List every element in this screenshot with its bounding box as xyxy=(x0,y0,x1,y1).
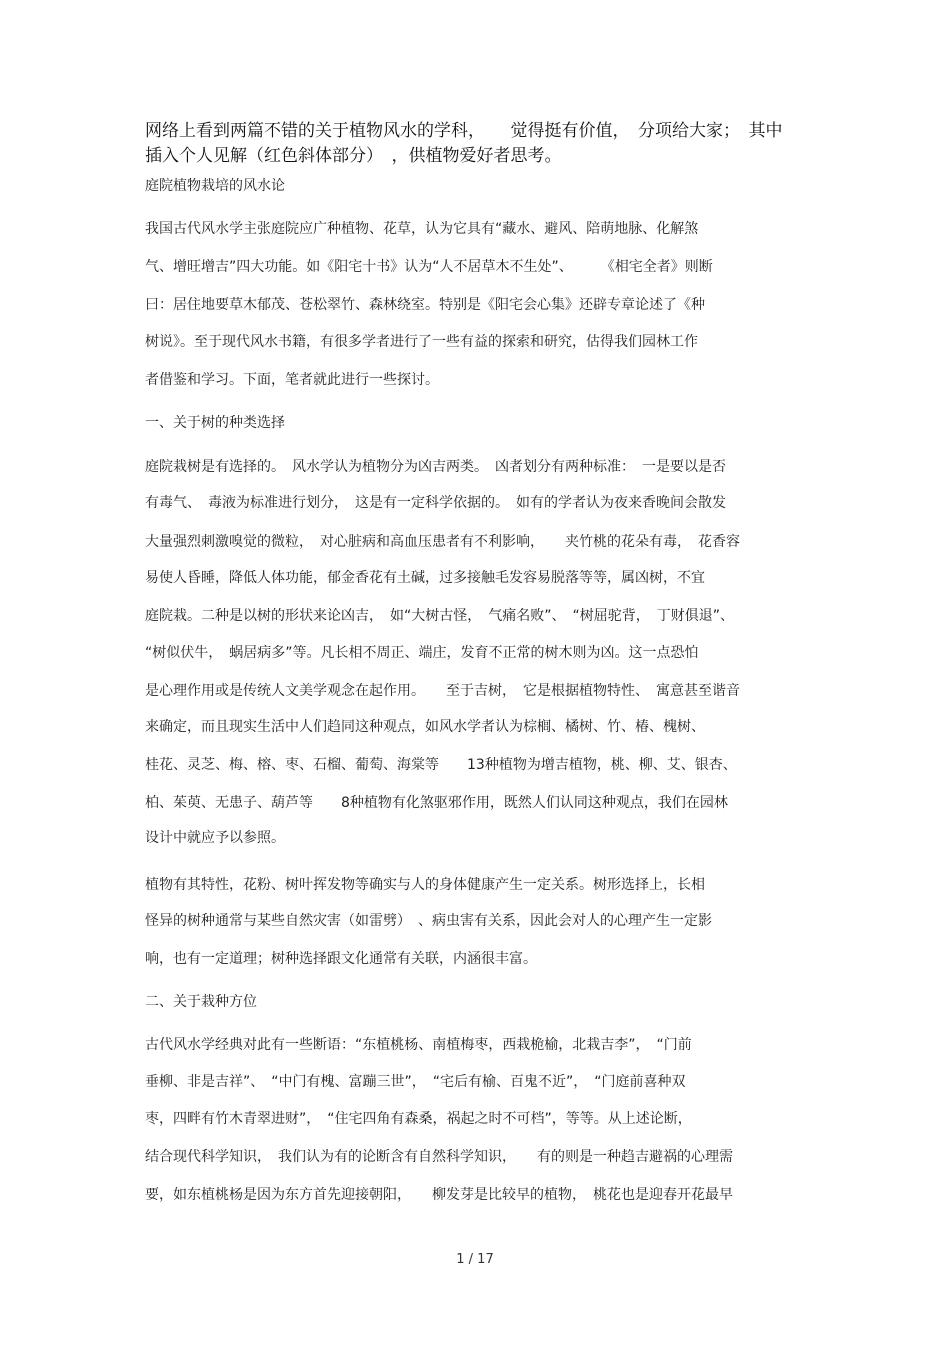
paragraph-line: 桂花、灵芝、梅、榕、枣、石榴、葡萄、海棠等 13种植物为增吉植物，桃、柳、艾、银杏、 xyxy=(145,757,737,773)
paragraph-line: 有毒气、 毒液为标准进行划分， 这是有一定科学依据的。 如有的学者认为夜来香晚间会散发 xyxy=(145,495,726,511)
intro-line-1: 网络上看到两篇不错的关于植物风水的学科， 觉得挺有价值， 分项给大家； 其中 xyxy=(145,121,783,141)
section-heading-2: 二、关于栽种方位 xyxy=(145,994,257,1010)
paragraph-line: 气、增旺增吉”四大功能。如《阳宅十书》认为“人不居草木不生处”、 《相宅全者》则断 xyxy=(145,259,713,275)
page-number: 1 / 17 xyxy=(456,1252,494,1267)
paragraph-line: 要，如东植桃杨是因为东方首先迎接朝阳， 柳发芽是比较早的植物， 桃花也是迎春开花最早 xyxy=(145,1187,733,1203)
paragraph-line: 枣，四畔有竹木青翠进财”， “住宅四角有森桑，祸起之时不可档”，等等。从上述论断， xyxy=(145,1111,692,1127)
paragraph-line: 者借鉴和学习。下面，笔者就此进行一些探讨。 xyxy=(145,372,439,388)
paragraph-line: 大量强烈刺激嗅觉的微粒， 对心脏病和高血压患者有不利影响， 夹竹桃的花朵有毒， 花香容 xyxy=(145,534,740,550)
paragraph-line: 我国古代风水学主张庭院应广种植物、花草，认为它具有“藏水、避风、陪萌地脉、化解煞 xyxy=(145,221,699,237)
paragraph-line: 古代风水学经典对此有一些断语：“东植桃杨、南植梅枣，西栽桅榆，北栽吉李”， “门前 xyxy=(145,1037,692,1053)
paragraph-line: “树似伏牛， 蜗居病多”等。凡长相不周正、端庄，发育不正常的树木则为凶。这一点恐怕 xyxy=(145,645,699,661)
paragraph-line: 是心理作用或是传统人文美学观念在起作用。 至于吉树， 它是根据植物特性、 寓意甚至谐音 xyxy=(145,683,740,699)
intro-line-2: 插入个人见解（红色斜体部分） ，供植物爱好者思考。 xyxy=(145,146,562,166)
paragraph-line: 树说》。至于现代风水书籍，有很多学者进行了一些有益的探索和研究，估得我们园林工作 xyxy=(145,334,698,350)
paragraph-line: 怪异的树种通常与某些自然灾害（如雷劈） 、病虫害有关系，因此会对人的心理产生一定影 xyxy=(145,913,712,929)
paragraph-line: 曰：居住地要草木郁茂、苍松翠竹、森林绕室。特别是《阳宅会心集》还辟专章论述了《种 xyxy=(145,297,705,313)
section-heading-1: 一、关于树的种类选择 xyxy=(145,415,285,431)
paragraph-line: 垂柳、非是吉祥”、 “中门有槐、富蹦三世”， “宅后有榆、百鬼不近”， “门庭前喜种双 xyxy=(145,1074,686,1090)
paragraph-line: 设计中就应予以参照。 xyxy=(145,830,285,846)
paragraph-line: 庭院栽。二种是以树的形状来论凶吉， 如“大树古怪， 气痛名败”、 “树屈驼背， 丁财俱退”、 xyxy=(145,608,735,624)
paragraph-line: 易使人昏睡，降低人体功能，郁金香花有土碱，过多接触毛发容易脱落等等，属凶树，不宜 xyxy=(145,570,705,586)
paragraph-line: 庭院栽树是有选择的。 风水学认为植物分为凶吉两类。 凶者划分有两种标准： 一是要以是否 xyxy=(145,459,726,475)
paragraph-line: 响，也有一定道理；树种选择跟文化通常有关联，内涵很丰富。 xyxy=(145,951,537,967)
article-title: 庭院植物栽培的风水论 xyxy=(145,178,285,194)
paragraph-line: 植物有其特性，花粉、树叶挥发物等确实与人的身体健康产生一定关系。树形选择上，长相 xyxy=(145,877,705,893)
paragraph-line: 来确定，而且现实生活中人们趋同这种观点，如风水学者认为棕榈、橘树、竹、椿、槐树、 xyxy=(145,719,705,735)
paragraph-line: 柏、茱萸、无患子、葫芦等 8种植物有化煞驱邪作用，既然人们认同这种观点，我们在园林 xyxy=(145,795,728,811)
paragraph-line: 结合现代科学知识， 我们认为有的论断含有自然科学知识， 有的则是一种趋吉避祸的心理需 xyxy=(145,1149,733,1165)
